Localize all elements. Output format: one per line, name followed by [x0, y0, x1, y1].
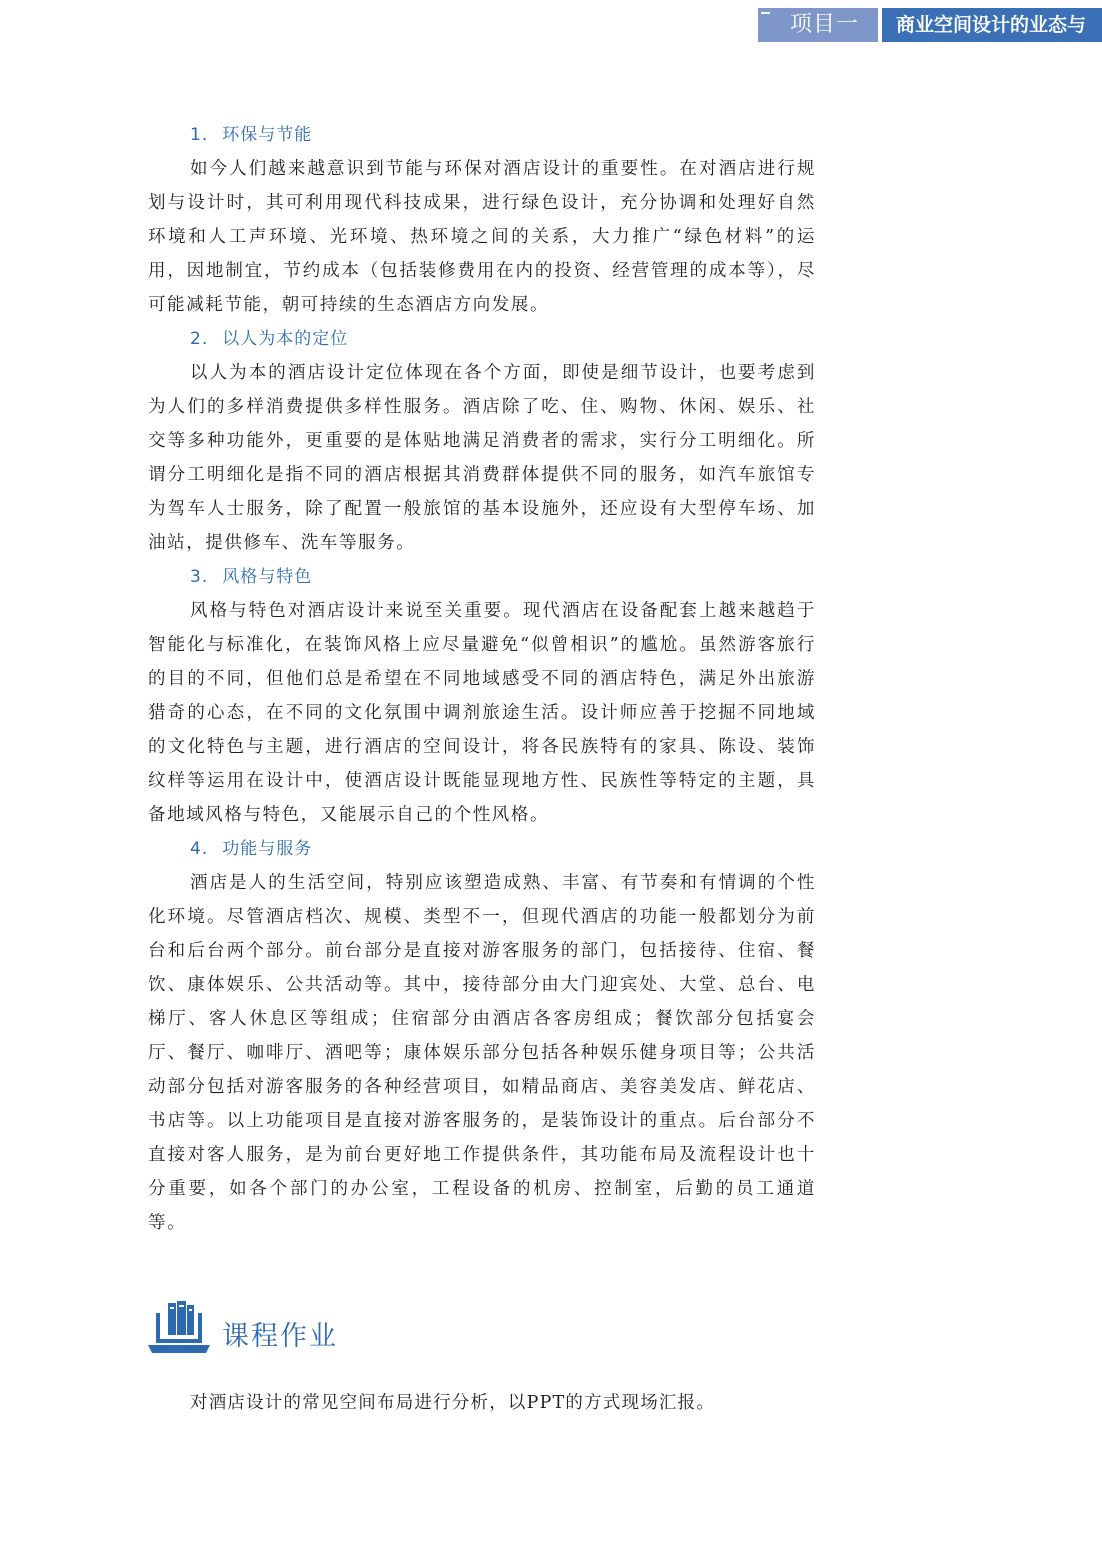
assignment-header [148, 1298, 338, 1358]
section-paragraph: 风格与特色对酒店设计来说至关重要。现代酒店在设备配套上越来越趋于智能化与标准化，在装饰风格上应尽量避免“似曾相识”的尴尬。虽然游客旅行的目的不同，但他们总是希望在不同地域感受不同的酒店特色，满足外出旅游猎奇的心态，在不同的文化氛围中调剂旅途生活。设计师应善于挖掘不同地域的文化特色与主题，进行酒店的空间设计，将各民族特有的家具、陈设、装饰纹样等运用在设计中，使酒店设计既能显现地方性、民族性等特定的主题，具备地域风格与特色，又能展示自己的个性风格。 [148, 601, 816, 825]
section-heading [148, 322, 816, 356]
section-number: 3. [190, 567, 209, 587]
section-title: 以人为本的定位 [222, 329, 349, 349]
section-number: 4. [190, 839, 209, 859]
header-marker [758, 8, 774, 42]
section-paragraph: 以人为本的酒店设计定位体现在各个方面，即使是细节设计，也要考虑到为人们的多样消费提供多样性服务。酒店除了吃、住、购物、休闲、娱乐、社交等多种功能外，更重要的是体贴地满足消费者的需求，实行分工明细化。所谓分工明细化是指不同的酒店根据其消费群体提供不同的服务，如汽车旅馆专为驾车人士服务，除了配置一般旅馆的基本设施外，还应设有大型停车场、加油站，提供修车、洗车等服务。 [148, 363, 816, 553]
section-heading [148, 118, 816, 152]
section-heading [148, 832, 816, 866]
section-heading [148, 560, 816, 594]
section-number: 2. [190, 329, 209, 349]
header-project-label: 项目一 [774, 8, 878, 42]
laptop-books-icon [148, 1299, 210, 1357]
section-number: 1. [190, 125, 209, 145]
assignment-text: 对酒店设计的常见空间布局进行分析，以PPT的方式现场汇报。 [190, 1393, 716, 1413]
section-title: 功能与服务 [222, 839, 313, 859]
section-title: 环保与节能 [222, 125, 313, 145]
section-paragraph: 如今人们越来越意识到节能与环保对酒店设计的重要性。在对酒店进行规划与设计时，其可利用现代科技成果，进行绿色设计，充分协调和处理好自然环境和人工声环境、光环境、热环境之间的关系，大力推广“绿色材料”的运用，因地制宜，节约成本（包括装修费用在内的投资、经营管理的成本等），尽可能减耗节能，朝可持续的生态酒店方向发展。 [148, 159, 816, 315]
running-header [758, 8, 1102, 42]
header-chapter-title: 商业空间设计的业态与 [882, 8, 1102, 42]
assignment-title: 课程作业 [222, 1320, 338, 1352]
main-content [148, 118, 816, 1240]
section-title: 风格与特色 [222, 567, 313, 587]
section-paragraph: 酒店是人的生活空间，特别应该塑造成熟、丰富、有节奏和有情调的个性化环境。尽管酒店档次、规模、类型不一，但现代酒店的功能一般都划分为前台和后台两个部分。前台部分是直接对游客服务的部门，包括接待、住宿、餐饮、康体娱乐、公共活动等。其中，接待部分由大门迎宾处、大堂、总台、电梯厅、客人休息区等组成；住宿部分由酒店各客房组成；餐饮部分包括宴会厅、餐厅、咖啡厅、酒吧等；康体娱乐部分包括各种娱乐健身项目等；公共活动部分包括对游客服务的各种经营项目，如精品商店、美容美发店、鲜花店、书店等。以上功能项目是直接对游客服务的，是装饰设计的重点。后台部分不直接对客人服务，是为前台更好地工作提供条件，其功能布局及流程设计也十分重要，如各个部门的办公室，工程设备的机房、控制室，后勤的员工通道等。 [148, 873, 816, 1233]
